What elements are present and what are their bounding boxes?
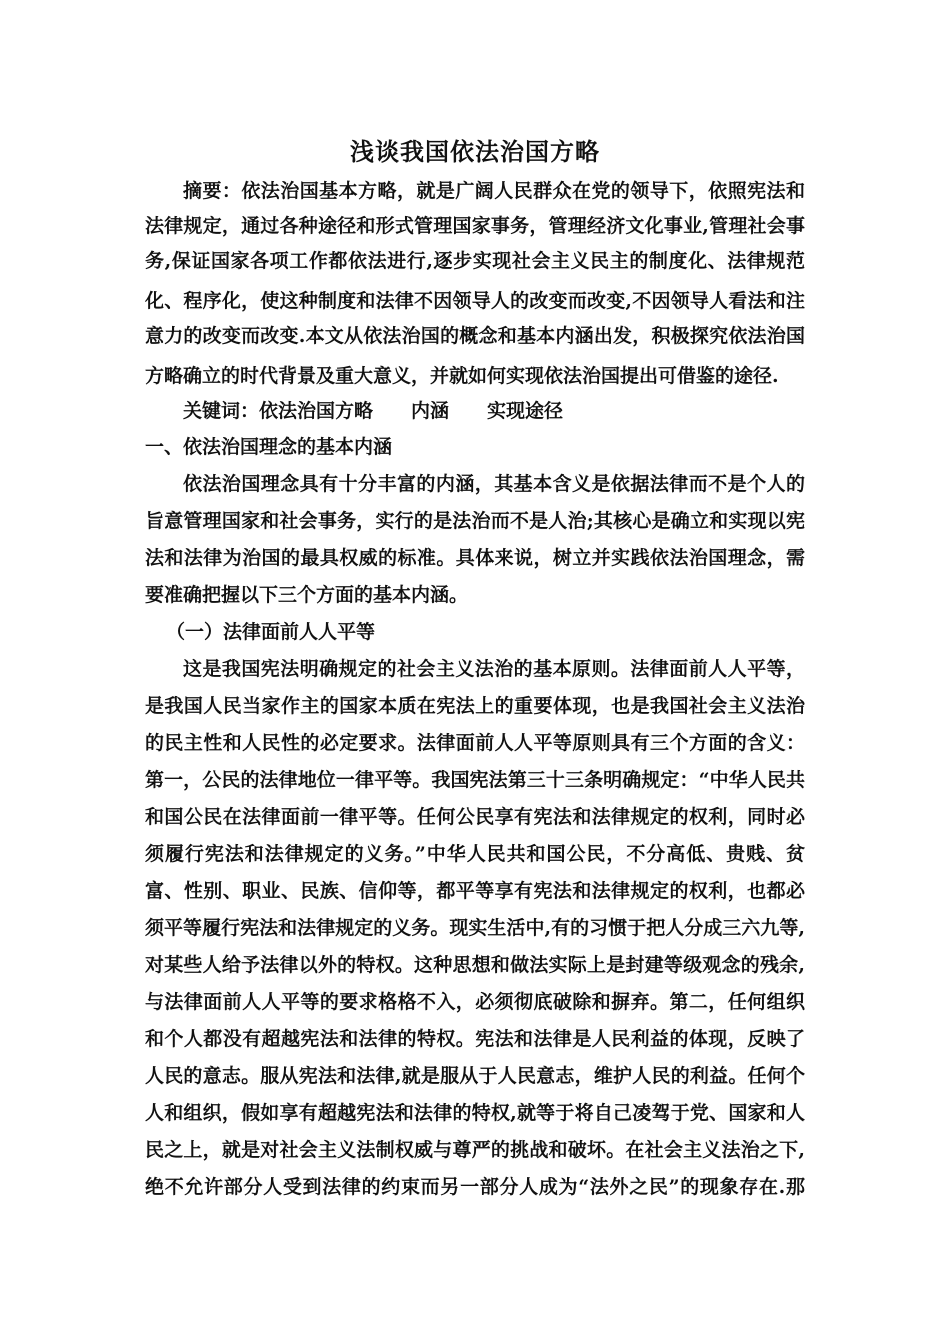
paragraph-line: 富、性别、职业、民族、信仰等，都平等享有宪法和法律规定的权利，也都必 — [145, 880, 805, 902]
paragraph-line: 依法治国理念具有十分丰富的内涵，其基本含义是依据法律而不是个人的 — [183, 473, 805, 495]
paragraph-line: 与法律面前人人平等的要求格格不入，必须彻底破除和摒弃。第二，任何组织 — [145, 991, 805, 1013]
abstract-line: 化、程序化，使这种制度和法律不因领导人的改变而改变,不因领导人看法和注 — [145, 290, 805, 312]
paragraph-line: 人民的意志。服从宪法和法律,就是服从于人民意志，维护人民的利益。任何个 — [145, 1065, 805, 1087]
paragraph-line: 和个人都没有超越宪法和法律的特权。宪法和法律是人民利益的体现，反映了 — [145, 1028, 805, 1050]
paragraph-line: 的民主性和人民性的必定要求。法律面前人人平等原则具有三个方面的含义： — [145, 732, 805, 754]
abstract-line: 法律规定，通过各种途径和形式管理国家事务，管理经济文化事业,管理社会事 — [145, 215, 805, 237]
paragraph-line: 人和组织，假如享有超越宪法和法律的特权,就等于将自己凌驾于党、国家和人 — [145, 1102, 805, 1124]
subsection-heading: （一）法律面前人人平等 — [166, 621, 376, 643]
paragraph-line: 是我国人民当家作主的国家本质在宪法上的重要体现，也是我国社会主义法治 — [145, 695, 805, 717]
paragraph-line: 对某些人给予法律以外的特权。这种思想和做法实际上是封建等级观念的残余, — [145, 954, 805, 976]
abstract-line: 摘要：依法治国基本方略，就是广阔人民群众在党的领导下，依照宪法和 — [183, 180, 805, 202]
paragraph-line: 绝不允许部分人受到法律的约束而另一部分人成为“法外之民”的现象存在.那 — [145, 1176, 805, 1198]
document-title: 浅谈我国依法治国方略 — [350, 137, 600, 166]
paragraph-line: 须履行宪法和法律规定的义务。”中华人民共和国公民，不分高低、贵贱、贫 — [145, 843, 805, 865]
paragraph-line: 民之上，就是对社会主义法制权威与尊严的挑战和破坏。在社会主义法治之下, — [145, 1139, 805, 1161]
keywords-label: 关键词： — [183, 400, 260, 422]
keyword: 实现途径 — [487, 400, 564, 422]
abstract-line: 务,保证国家各项工作都依法进行,逐步实现社会主义民主的制度化、法律规范 — [145, 250, 805, 272]
paragraph-line: 这是我国宪法明确规定的社会主义法治的基本原则。法律面前人人平等， — [183, 658, 805, 680]
paragraph-line: 要准确把握以下三个方面的基本内涵。 — [145, 584, 469, 606]
paragraph-line: 须平等履行宪法和法律规定的义务。现实生活中,有的习惯于把人分成三六九等, — [145, 917, 805, 939]
paragraph-line: 和国公民在法律面前一律平等。任何公民享有宪法和法律规定的权利，同时必 — [145, 806, 805, 828]
abstract-line: 意力的改变而改变.本文从依法治国的概念和基本内涵出发，积极探究依法治国 — [145, 325, 805, 347]
abstract-line: 方略确立的时代背景及重大意义，并就如何实现依法治国提出可借鉴的途径. — [145, 365, 779, 387]
keywords — [183, 393, 563, 430]
section-heading: 一、依法治国理念的基本内涵 — [145, 436, 393, 458]
paragraph-line: 法和法律为治国的最具权威的标准。具体来说，树立并实践依法治国理念，需 — [145, 547, 805, 569]
keyword: 依法治国方略 — [259, 400, 374, 422]
paragraph-line: 第一，公民的法律地位一律平等。我国宪法第三十三条明确规定：“中华人民共 — [145, 769, 805, 791]
keyword: 内涵 — [411, 400, 450, 422]
paragraph-line: 旨意管理国家和社会事务，实行的是法治而不是人治;其核心是确立和实现以宪 — [145, 510, 805, 532]
